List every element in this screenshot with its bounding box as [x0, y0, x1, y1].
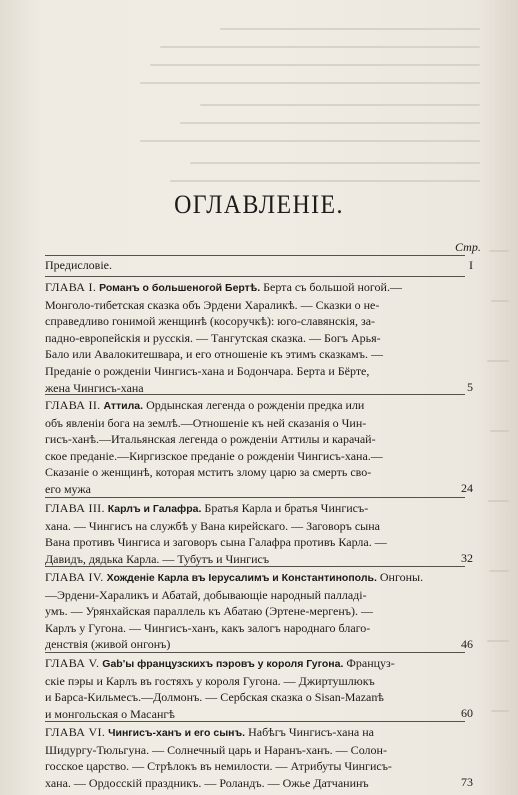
toc-line: Давидъ, дядька Карла. — Тубутъ и Чингисъ [45, 551, 270, 566]
toc-page-number: I [469, 258, 473, 272]
chapter-text: Онгоны. [379, 570, 424, 584]
chapter-heading: Романъ о большеногой Бертѣ. [99, 282, 261, 294]
toc-line: скіе пэры и Карлъ въ гостяхъ у короля Гугона. — Джиртушлюкъ [45, 673, 375, 688]
toc-line: —Эрдени-Хараликъ и Абатай, добывающіе народный палладі- [45, 587, 367, 602]
toc-line: Вана противъ Чингиса и заговоръ сына Галафра противъ Карла. — [45, 535, 387, 550]
toc-entry-chapter-1 [45, 279, 473, 396]
bleed-through-text [40, 20, 480, 190]
toc-line: объ явленіи бога на землѣ.—Отношеніе къ ней сказанія о Чин- [45, 415, 367, 430]
divider-rule [45, 276, 465, 277]
page-title: ОГЛАВЛЕНІЕ. [174, 190, 344, 219]
chapter-number: ГЛАВА III. [45, 501, 105, 515]
toc-line: Сказаніе о женщинѣ, которая мститъ злому царю за смерть сво- [45, 465, 372, 480]
toc-page-number: 73 [461, 775, 473, 789]
toc-line: ское преданіе.—Киргизское преданіе о рожденіи Чингисъ-хана.— [45, 448, 383, 463]
top-rule [45, 255, 465, 256]
toc-entry-chapter-2 [45, 397, 473, 498]
divider-rule [45, 394, 465, 395]
toc-line: Карлъ у Гугона. — Чингисъ-ханъ, какъ залогъ народнаго благо- [45, 620, 371, 635]
toc-line: падно-европейскія и русскія. — Тангутская сказка. — Богъ Арья- [45, 330, 381, 345]
toc-line [45, 500, 465, 518]
toc-entry-preface [45, 257, 473, 274]
toc-page-number: 5 [467, 380, 473, 394]
toc-line: хана. — Ордосскій праздникъ. — Роландъ. — Ожье Датчанинъ [45, 775, 369, 790]
chapter-heading: Gab'ы французскихъ пэровъ у короля Гугона. [102, 658, 344, 670]
toc-line: Бало или Авалокитешвара, и его отношеніе къ этимъ сказкамъ. — [45, 347, 383, 362]
toc-page-number: 32 [461, 551, 473, 565]
chapter-heading: Чингисъ-ханъ и его сынъ. [108, 727, 246, 739]
toc-line: Шидургу-Тюльгуна. — Солнечный царь и Наранъ-ханъ. — Солон- [45, 742, 387, 757]
chapter-text: Набѣгъ Чингисъ-хана на [248, 725, 374, 739]
toc-line: Монголо-тибетская сказка объ Эрдени Хараликѣ. — Сказки о не- [45, 297, 380, 312]
chapter-number: ГЛАВА V. [45, 656, 100, 670]
divider-rule [45, 721, 465, 722]
toc-line [45, 569, 465, 587]
toc-page-number: 46 [461, 637, 473, 651]
chapter-text: Братья Карла и братья Чингисъ- [204, 501, 369, 515]
toc-entry-chapter-3 [45, 500, 473, 567]
toc-entry-chapter-5 [45, 655, 473, 722]
toc-line: его мужа [45, 481, 92, 496]
chapter-text: Ордынская легенда о рожденіи предка или [146, 398, 365, 412]
divider-rule [45, 497, 465, 498]
toc-line [45, 397, 465, 415]
chapter-heading: Хожденіе Карла въ Іерусалимъ и Константинополь. [106, 572, 377, 584]
toc-line [45, 724, 465, 742]
toc-line: гисъ-ханѣ.—Итальянская легенда о рожденіи Аттилы и карачай- [45, 432, 376, 447]
toc-line [45, 279, 465, 297]
toc-line: Преданіе о рожденіи Чингисъ-хана и Бодончара. Берта и Бёрте, [45, 363, 370, 378]
toc-line: денствія (живой онгонъ) [45, 637, 171, 652]
chapter-heading: Аттила. [103, 400, 144, 412]
page-column-label: Стр. [455, 240, 481, 254]
toc-line [45, 655, 465, 673]
bleed-through-margin [487, 240, 511, 760]
toc-entry-chapter-6 [45, 724, 473, 791]
chapter-text: Француз- [346, 656, 395, 670]
toc-line: хана. — Чингисъ на службѣ у Вана кирейскаго. — Заговоръ сына [45, 518, 380, 533]
toc-line: и Барса-Кильмесъ.—Долмонъ. — Сербская сказка о Sisan-Mazanѣ [45, 690, 384, 705]
divider-rule [45, 652, 465, 653]
divider-rule [45, 566, 465, 567]
toc-line: жена Чингисъ-хана [45, 380, 144, 395]
toc-entry-chapter-4 [45, 569, 473, 653]
chapter-number: ГЛАВА I. [45, 280, 97, 294]
chapter-number: ГЛАВА IV. [45, 570, 104, 584]
toc-line: справедливо гонимой женщинѣ (косоручкѣ): юго-славянскія, за- [45, 314, 376, 329]
toc-page-number: 60 [461, 706, 473, 720]
toc-line: умъ. — Урянхайская параллель къ Абатаю (Эртене-мергенъ). — [45, 604, 373, 619]
chapter-number: ГЛАВА II. [45, 398, 101, 412]
toc-line: госское царство. — Стрѣлокъ въ немилости. — Атрибуты Чингисъ- [45, 759, 392, 774]
chapter-text: Берта съ большой ногой.— [263, 280, 402, 294]
chapter-number: ГЛАВА VI. [45, 725, 106, 739]
toc-line: Предисловіе. [45, 258, 113, 272]
toc-line: и монгольская о Масангѣ [45, 706, 175, 721]
toc-page-number: 24 [461, 481, 473, 495]
chapter-heading: Карлъ и Галафра. [107, 503, 202, 515]
